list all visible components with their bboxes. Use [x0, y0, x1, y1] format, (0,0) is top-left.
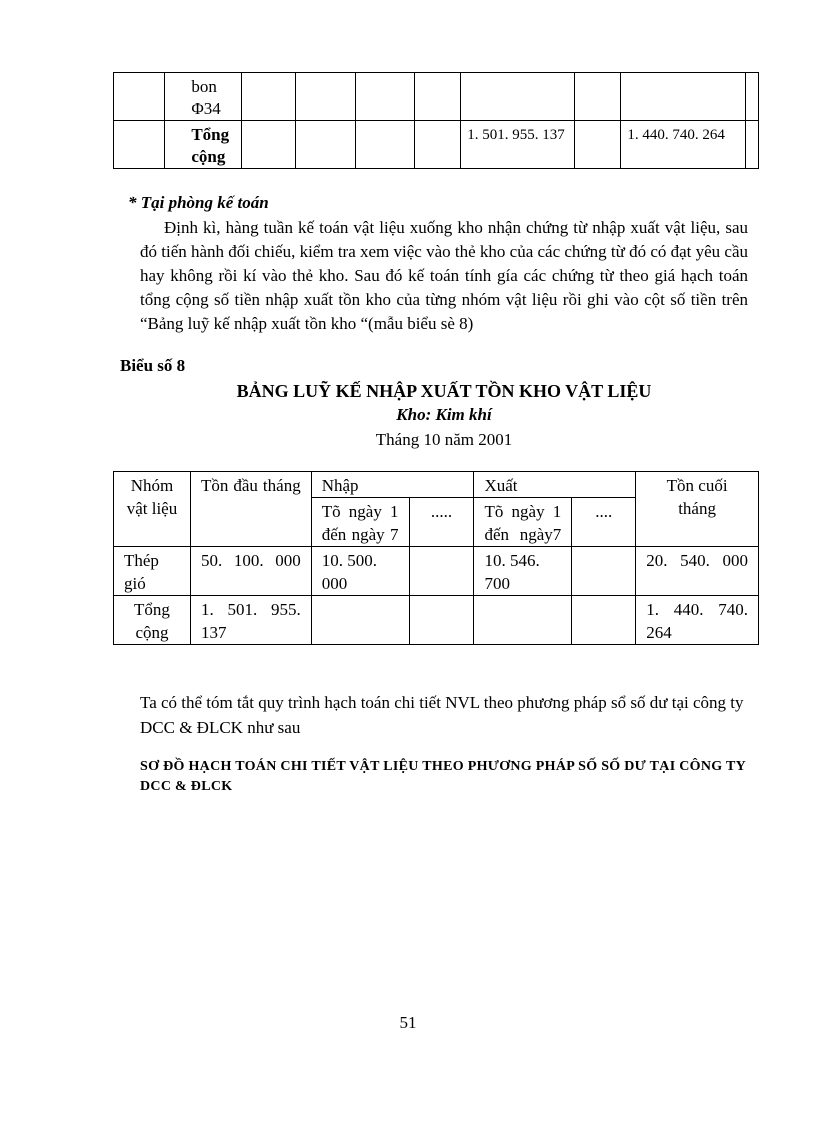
amount-out: 1. 440. 740. 264: [621, 121, 746, 169]
row-label: bon Φ34: [165, 73, 242, 121]
row-opening: 50. 100. 000: [190, 547, 311, 596]
table-subtitle: Kho: Kim khí: [396, 405, 492, 424]
row-group: Thép gió: [114, 547, 191, 596]
row-opening: 1. 501. 955. 137: [190, 596, 311, 645]
row-import1: [311, 596, 409, 645]
section-heading: * Tại phòng kế toán: [128, 193, 269, 212]
amount-out: [621, 73, 746, 121]
header-row: [114, 472, 759, 498]
table-row: [114, 73, 759, 121]
row-group: Tổng cộng: [114, 596, 191, 645]
row-export1: 10. 546. 700: [474, 547, 572, 596]
header-export: Xuất: [474, 472, 636, 498]
form-number: Biểu số 8: [120, 356, 186, 375]
amount-in: [461, 73, 575, 121]
row-label: Tổng cộng: [165, 121, 242, 169]
row-import1: 10. 500. 000: [311, 547, 409, 596]
row-export1: [474, 596, 572, 645]
table-row: [114, 121, 759, 169]
top-table: [113, 72, 759, 169]
page-number: 51: [399, 1013, 417, 1032]
header-export-sub2: ....: [572, 498, 636, 547]
header-group: Nhóm vật liệu: [114, 472, 191, 547]
ledger-table: [113, 471, 759, 645]
table-row: [114, 547, 759, 596]
row-export2: [572, 547, 636, 596]
amount-in: 1. 501. 955. 137: [461, 121, 575, 169]
row-import2: [409, 547, 474, 596]
header-opening: Tồn đầu tháng: [190, 472, 311, 547]
row-import2: [409, 596, 474, 645]
body-paragraph: Định kì, hàng tuần kế toán vật liệu xuống kho nhận chứng từ nhập xuất vật liệu, sau đó tiến hành đối chiếu, kiểm tra xem việc vào thẻ kho của các chứng từ đó có đạt yêu cầu hay không rồi kí vào thẻ kho. Sau đó kế toán tính gía các chứng từ theo giá hạch toán tổng cộng số tiền nhập xuất tồn kho của từng nhóm vật liệu rồi ghi vào cột số tiền trên “Bảng luỹ kế nhập xuất tồn kho “(mẫu biểu sè 8): [140, 218, 749, 333]
header-closing: Tồn cuối tháng: [636, 472, 759, 547]
header-import-sub2: .....: [409, 498, 474, 547]
row-closing: 20. 540. 000: [636, 547, 759, 596]
table-date: Tháng 10 năm 2001: [375, 430, 513, 449]
table-row: [114, 596, 759, 645]
row-closing: 1. 440. 740. 264: [636, 596, 759, 645]
row-export2: [572, 596, 636, 645]
table-title: BẢNG LUỸ KẾ NHẬP XUẤT TỒN KHO VẬT LIỆU: [236, 381, 652, 401]
diagram-title: SƠ ĐỒ HẠCH TOÁN CHI TIẾT VẬT LIỆU THEO PHƯƠNG PHÁP SỐ SỐ DƯ TẠI CÔNG TY DCC & ĐLCK: [140, 759, 746, 794]
summary-text: Ta có thể tóm tắt quy trình hạch toán chi tiết NVL theo phương pháp sổ số dư tại công ty DCC & ĐLCK như sau: [140, 693, 744, 737]
header-import-sub1: Tõ ngày 1 đến ngày 7: [311, 498, 409, 547]
header-export-sub1: Tõ ngày 1 đến ngày7: [474, 498, 572, 547]
header-import: Nhập: [311, 472, 474, 498]
